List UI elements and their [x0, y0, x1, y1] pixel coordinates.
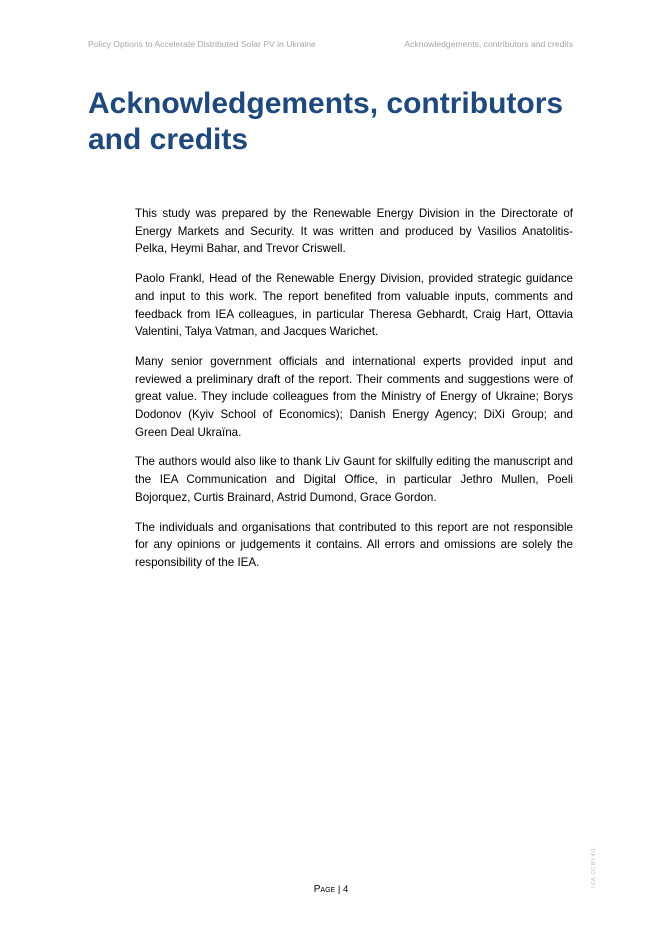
page-number: 4	[342, 884, 349, 895]
page-label: Page	[313, 884, 336, 895]
running-header-right: Acknowledgements, contributors and credits	[404, 39, 573, 49]
page-separator: |	[335, 884, 343, 895]
paragraph-guidance: Paolo Frankl, Head of the Renewable Energy Division, provided strategic guidance and input to this work. The report benefited from valuable inputs, comments and feedback from IEA colleagues, in particular Theresa Gebhardt, Craig Hart, Ottavia Valentini, Talya Vatman, and Jacques Warichet.	[135, 272, 573, 339]
side-watermark: I EA. CC BY 4.0.	[591, 847, 597, 888]
body-text	[135, 205, 573, 584]
running-header-left: Policy Options to Accelerate Distributed Solar PV in Ukraine	[88, 39, 316, 49]
paragraph-editing: The authors would also like to thank Liv Gaunt for skilfully editing the manuscript and the IEA Communication and Digital Office, in particular Jethro Mullen, Poeli Bojorquez, Curtis Brainard, Astrid Dumond, Grace Gordon.	[135, 455, 573, 504]
paragraph-authors: This study was prepared by the Renewable Energy Division in the Directorate of Energy Markets and Security. It was written and produced by Vasilios Anatolitis-Pelka, Heymi Bahar, and Trevor Criswell.	[135, 207, 573, 256]
page-footer	[0, 884, 662, 895]
paragraph-reviewers: Many senior government officials and international experts provided input and reviewed a preliminary draft of the report. Their comments and suggestions were of great value. They include colleagues from the Ministry of Energy of Ukraine; Borys Dodonov (Kyiv School of Economics); Danish Energy Agency; DiXi Group; and Green Deal Ukraïna.	[135, 354, 573, 439]
paragraph-disclaimer: The individuals and organisations that contributed to this report are not responsible for any opinions or judgements it contains. All errors and omissions are solely the responsibility of the IEA.	[135, 520, 573, 569]
page-title: Acknowledgements, contributors and credits	[88, 87, 564, 156]
